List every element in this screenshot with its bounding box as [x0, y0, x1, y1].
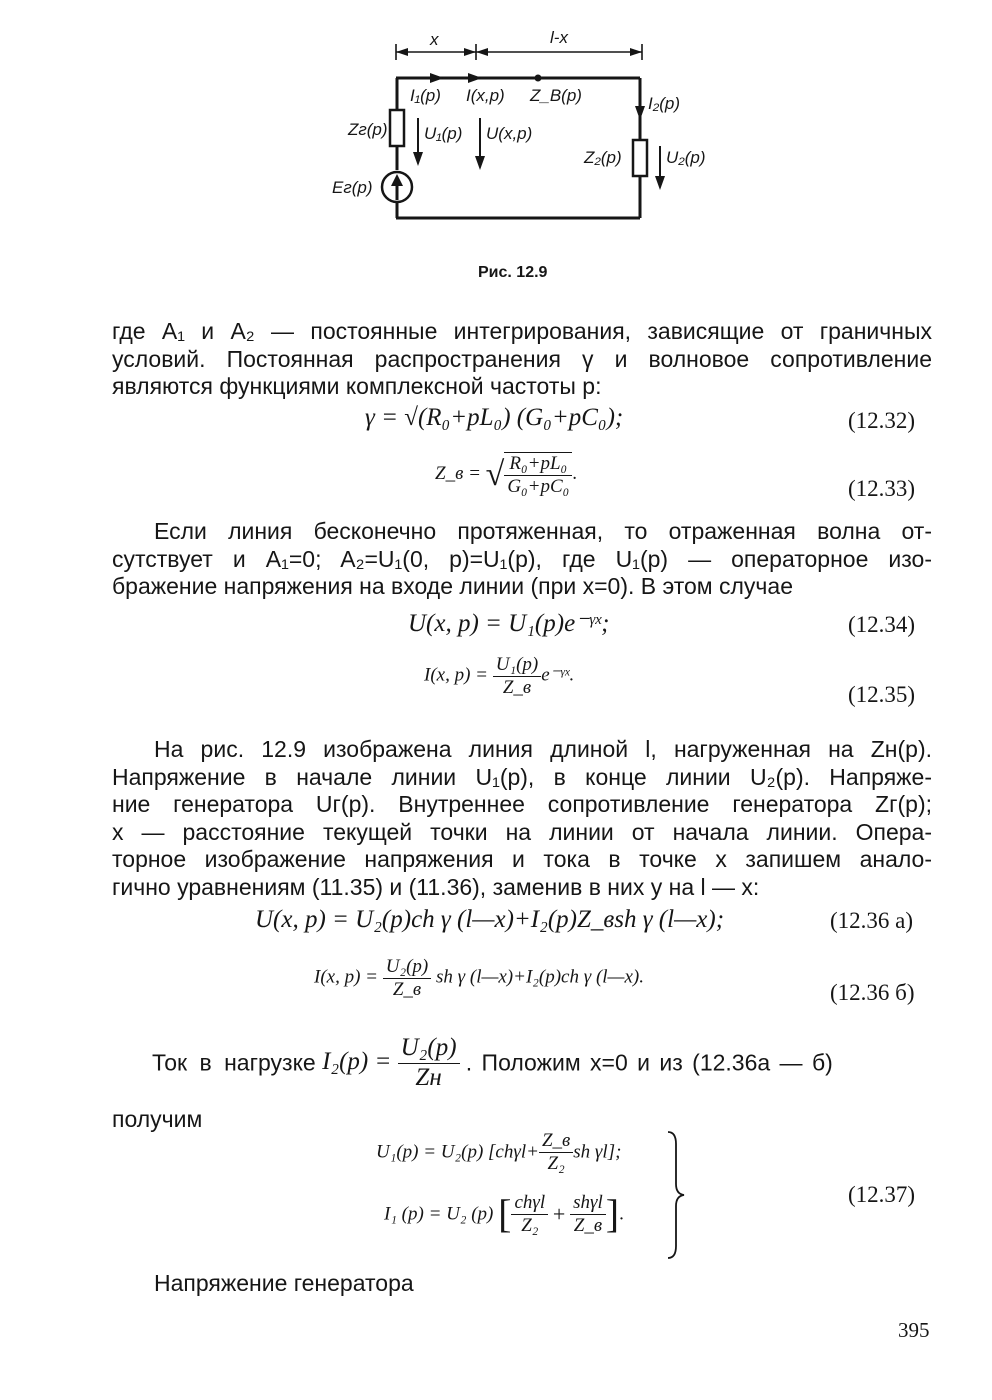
text-line: ние генератора Uг(p). Внутреннее сопротивление генератора Zг(p); — [112, 791, 932, 817]
equation-12-32 — [365, 404, 623, 432]
equation-12-33 — [435, 452, 577, 498]
equation-tail: sh γ (l—x)+I₂(p)ch γ (l—x). — [435, 966, 644, 988]
row-prefix: I₁ (p) = U₂ (p) — [384, 1203, 494, 1225]
paragraph-infinite-line — [112, 518, 932, 601]
equation-row-2 — [384, 1192, 624, 1237]
label-eg: Eг(p) — [332, 178, 373, 197]
left-bracket: [ — [498, 1191, 512, 1237]
paragraph-constants — [112, 318, 932, 401]
equation-12-35 — [424, 654, 574, 699]
page-number: 395 — [898, 1318, 930, 1342]
plus-sign: + — [552, 1201, 566, 1227]
text-line: условий. Постоянная распространения γ и волновое сопротивление — [112, 345, 932, 372]
dim-label-x: x — [430, 30, 439, 49]
equation-number: (12.33) — [848, 476, 916, 501]
fraction-numerator: U₂(p) — [383, 956, 431, 979]
zv-point — [535, 75, 542, 82]
dim-arrow-mid-left — [464, 48, 476, 56]
equation-lhs: Z_в = — [435, 463, 481, 485]
figure-12-9 — [300, 20, 740, 280]
right-bracket: ] — [605, 1191, 620, 1237]
equation-body: U(x, p) = U₁(p)e⁻ᵞˣ; — [408, 610, 610, 637]
equation-number: (12.35) — [848, 682, 916, 707]
text-line: являются функциями комплексной частоты p: — [112, 373, 602, 399]
fraction-denominator: Z_в — [502, 676, 532, 698]
i1-arrow-head — [430, 73, 444, 83]
text-line: торное изображение напряжения и тока в точке x запишем анало- — [112, 846, 932, 872]
equation-number: (12.34) — [848, 612, 916, 637]
text-line: x — расстояние текущей точки на линии от начала линии. Опера- — [112, 818, 932, 845]
u1-arrow-head — [413, 152, 423, 166]
text-line: Напряжение в начале линии U₁(p), в конце линии U₂(p). Напряже- — [112, 763, 932, 790]
label-z2: Z₂(p) — [584, 148, 622, 167]
text-line: сутствует и A₁=0; A₂=U₁(0, p)=U₁(p), где U₁(p) — операторное изо- — [112, 545, 932, 572]
row-prefix: U₁(p) = U₂(p) [chγl+ — [376, 1141, 539, 1163]
text-fragment: . Положим x=0 и из (12.36а — б) — [465, 1049, 833, 1076]
paragraph-load-current — [152, 1034, 932, 1093]
inline-equation — [322, 1034, 466, 1091]
label-i1: I₁(p) — [410, 86, 441, 105]
text-line: Напряжение генератора — [154, 1270, 414, 1296]
text-line: гично уравнениям (11.35) и (11.36), заменив в них y на l — x: — [112, 873, 760, 900]
fraction-numerator: U₁(p) — [493, 654, 541, 677]
dim-arrow-right — [630, 48, 642, 56]
ixp-arrow-head — [468, 73, 482, 83]
label-zv: Z_B(p) — [530, 86, 582, 105]
figure-caption: Рис. 12.9 — [478, 264, 548, 281]
generator-impedance — [390, 110, 404, 146]
u2-arrow-head — [655, 176, 665, 190]
inline-lhs: I₂(p) = — [322, 1047, 392, 1075]
label-i2: I₂(p) — [648, 94, 680, 113]
equation-12-37 — [376, 1130, 696, 1260]
label-zg: Zг(p) — [348, 120, 388, 139]
equation-tail: . — [572, 463, 577, 485]
fraction-numerator: U₂(p) — [398, 1034, 460, 1064]
text-line: На рис. 12.9 изображена линия длиной l, нагруженная на Zн(p). — [154, 736, 932, 762]
fraction-denominator: G₀+pC₀ — [507, 475, 570, 497]
system-brace — [666, 1130, 686, 1260]
fraction-numerator: R₀+pL₀ — [504, 453, 572, 476]
equation-tail: e⁻ᵞˣ. — [541, 664, 575, 686]
equation-body: γ = √(R₀+pL₀) (G₀+pC₀); — [365, 404, 624, 431]
paragraph-loaded-line — [112, 736, 932, 901]
equation-lhs: I(x, p) = — [314, 966, 378, 988]
row-suffix: . — [619, 1203, 624, 1225]
fraction-denominator: Z₂ — [521, 1214, 539, 1236]
fraction-denominator: Z₂ — [547, 1152, 565, 1174]
fraction-denominator: Zн — [415, 1063, 442, 1091]
row-suffix: sh γl]; — [573, 1141, 622, 1163]
text-line: Если линия бесконечно протяженная, то отраженная волна от- — [154, 518, 932, 544]
label-uxp: U(x,p) — [486, 124, 533, 143]
equation-number: (12.36 б) — [830, 980, 915, 1005]
equation-12-36a — [255, 906, 724, 934]
equation-row-1 — [376, 1130, 621, 1175]
fraction-numerator: chγl — [511, 1192, 548, 1215]
label-u2: U₂(p) — [666, 148, 706, 167]
text-line: где A₁ и A₂ — постоянные интегрирования, зависящие от граничных — [112, 318, 932, 344]
fraction-denominator: Z_в — [573, 1214, 603, 1236]
sqrt-sign: √ — [485, 455, 505, 493]
load-impedance — [633, 140, 647, 176]
equation-body: U(x, p) = U₂(p)ch γ (l—x)+I₂(p)Z_вsh γ (l—x); — [255, 906, 725, 933]
text-line: получим — [112, 1106, 203, 1132]
fraction-numerator: shγl — [570, 1192, 606, 1215]
equation-12-34 — [408, 608, 610, 638]
equation-12-36b — [314, 956, 644, 1001]
label-u1: U₁(p) — [424, 124, 463, 143]
i2-arrow-head — [635, 106, 645, 120]
dim-arrow-mid-right — [476, 48, 488, 56]
dim-label-lx: l-x — [550, 28, 568, 47]
label-ixp: I(x,p) — [466, 86, 505, 105]
fraction-denominator: Z_в — [392, 978, 422, 1000]
equation-lhs: I(x, p) = — [424, 664, 488, 686]
text-line: бражение напряжения на входе линии (при x=0). В этом случае — [112, 573, 793, 599]
equation-number: (12.32) — [848, 408, 916, 433]
dim-arrow-left — [396, 48, 408, 56]
uxp-arrow-head — [475, 156, 485, 170]
fraction-numerator: Z_в — [539, 1130, 573, 1153]
equation-number: (12.37) — [848, 1182, 916, 1207]
text-fragment: Ток в нагрузке — [152, 1049, 316, 1076]
equation-number: (12.36 а) — [830, 908, 914, 933]
